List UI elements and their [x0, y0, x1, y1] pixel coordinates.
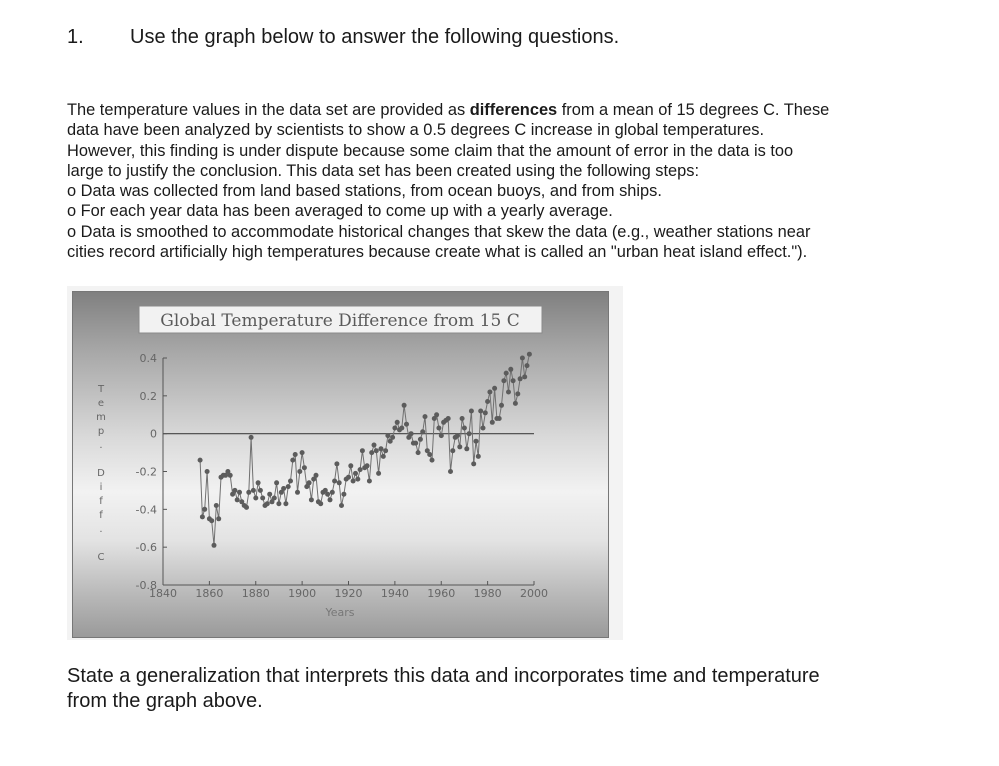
- data-point: [436, 426, 441, 431]
- data-point: [288, 479, 293, 484]
- y-tick-label: -0.2: [135, 465, 157, 479]
- question-number: 1.: [67, 26, 84, 48]
- data-point: [267, 492, 272, 497]
- data-point: [430, 458, 435, 463]
- question-text: Use the graph below to answer the following questions.: [130, 26, 620, 48]
- data-point: [281, 486, 286, 491]
- x-tick-label: 1900: [288, 587, 317, 600]
- data-point: [506, 390, 511, 395]
- y-tick-label: -0.4: [135, 503, 157, 517]
- data-point: [355, 477, 360, 482]
- x-tick-label: 1940: [380, 587, 409, 600]
- data-point: [253, 496, 258, 501]
- data-point: [228, 473, 233, 478]
- data-point: [367, 479, 372, 484]
- x-tick-label: 1880: [241, 587, 270, 600]
- data-point: [346, 475, 351, 480]
- data-point: [416, 450, 421, 455]
- x-tick-label: 1960: [427, 587, 456, 600]
- chart-series: [198, 352, 532, 548]
- data-point: [520, 356, 525, 361]
- data-point: [423, 414, 428, 419]
- emphasis-differences: differences: [469, 101, 558, 119]
- data-point: [455, 433, 460, 438]
- data-point: [490, 420, 495, 425]
- generalization-prompt: [67, 664, 927, 714]
- data-point: [318, 501, 323, 506]
- data-point: [372, 443, 377, 448]
- data-point: [258, 488, 263, 493]
- data-point: [374, 448, 379, 453]
- data-point: [283, 501, 288, 506]
- data-point: [302, 465, 307, 470]
- data-point: [379, 446, 384, 451]
- chart-figure: [67, 286, 623, 640]
- data-point: [272, 496, 277, 501]
- data-point: [200, 514, 205, 519]
- y-tick-label: 0: [150, 427, 157, 441]
- data-point: [485, 399, 490, 404]
- context-paragraph: [67, 100, 907, 262]
- paragraph-line-4: large to justify the conclusion. This data set has been created using the following steps:: [67, 161, 700, 180]
- data-point: [385, 433, 390, 438]
- data-point: [290, 458, 295, 463]
- y-axis-label: T e m p . D i f f . C: [96, 384, 106, 563]
- data-point: [216, 516, 221, 521]
- data-point: [420, 429, 425, 434]
- data-point: [460, 416, 465, 421]
- data-point: [249, 435, 254, 440]
- data-point: [467, 431, 472, 436]
- x-tick-label: 1840: [149, 587, 177, 600]
- data-point: [518, 376, 523, 381]
- data-point: [202, 507, 207, 512]
- data-point: [351, 479, 356, 484]
- data-point: [309, 497, 314, 502]
- data-point: [439, 433, 444, 438]
- data-point: [274, 480, 279, 485]
- data-point: [464, 446, 469, 451]
- data-point: [376, 471, 381, 476]
- data-point: [353, 471, 358, 476]
- data-point: [515, 391, 520, 396]
- temperature-chart: [73, 292, 608, 637]
- data-point: [244, 505, 249, 510]
- y-tick-label: -0.8: [135, 579, 157, 592]
- data-point: [256, 480, 261, 485]
- data-point: [325, 492, 330, 497]
- data-point: [232, 488, 237, 493]
- data-point: [390, 435, 395, 440]
- chart-title: Global Temperature Difference from 15 C: [160, 311, 520, 331]
- data-point: [328, 497, 333, 502]
- bullet-smoothing: o Data is smoothed to accommodate historical changes that skew the data (e.g., weather stations near: [67, 222, 811, 241]
- data-point: [260, 496, 265, 501]
- data-point: [307, 480, 312, 485]
- data-point: [474, 439, 479, 444]
- paragraph-line-2: data have been analyzed by scientists to show a 0.5 degrees C increase in global temperatures.: [67, 121, 765, 140]
- data-point: [427, 452, 432, 457]
- data-point: [483, 410, 488, 415]
- data-point: [508, 367, 513, 372]
- paragraph-line-3: However, this finding is under dispute because some claim that the amount of error in the data is too: [67, 141, 794, 160]
- data-point: [235, 497, 240, 502]
- data-point: [337, 480, 342, 485]
- data-point: [471, 461, 476, 466]
- data-point: [265, 501, 270, 506]
- data-point: [334, 461, 339, 466]
- data-point: [297, 469, 302, 474]
- data-point: [381, 454, 386, 459]
- data-point: [413, 441, 418, 446]
- x-tick-label: 2000: [520, 587, 548, 600]
- data-point: [198, 458, 203, 463]
- data-point: [469, 409, 474, 414]
- y-tick-label: -0.6: [135, 541, 157, 555]
- data-point: [330, 490, 335, 495]
- data-point: [341, 492, 346, 497]
- x-tick-label: 1920: [334, 587, 363, 600]
- data-point: [332, 479, 337, 484]
- prompt-line-2: from the graph above.: [67, 690, 263, 712]
- data-point: [487, 390, 492, 395]
- data-point: [409, 431, 414, 436]
- data-point: [365, 463, 370, 468]
- data-point: [446, 416, 451, 421]
- data-point: [462, 426, 467, 431]
- data-point: [504, 371, 509, 376]
- data-point: [478, 409, 483, 414]
- x-tick-label: 1980: [473, 587, 502, 600]
- data-point: [209, 518, 214, 523]
- data-point: [295, 490, 300, 495]
- prompt-line-1: State a generalization that interprets this data and incorporates time and temperature: [67, 665, 820, 687]
- data-point: [513, 401, 518, 406]
- data-point: [434, 412, 439, 417]
- data-point: [314, 473, 319, 478]
- bullet-collection: o Data was collected from land based stations, from ocean buoys, and from ships.: [67, 182, 662, 201]
- y-tick-label: 0.4: [139, 352, 157, 365]
- data-point: [212, 543, 217, 548]
- data-point: [348, 463, 353, 468]
- data-point: [205, 469, 210, 474]
- bullet-averaging: o For each year data has been averaged to come up with a yearly average.: [67, 202, 613, 221]
- data-point: [481, 426, 486, 431]
- data-point: [395, 420, 400, 425]
- data-point: [457, 444, 462, 449]
- data-point: [293, 452, 298, 457]
- data-point: [392, 426, 397, 431]
- chart-axes: [136, 352, 548, 600]
- data-point: [522, 374, 527, 379]
- data-point: [492, 386, 497, 391]
- data-point: [511, 378, 516, 383]
- data-point: [360, 448, 365, 453]
- data-point: [339, 503, 344, 508]
- data-point: [358, 467, 363, 472]
- data-point: [276, 501, 281, 506]
- data-point: [527, 352, 532, 357]
- data-point: [404, 422, 409, 427]
- data-point: [525, 363, 530, 368]
- chart-panel: [72, 291, 609, 638]
- data-point: [251, 488, 256, 493]
- paragraph-line-8: cities record artificially high temperatures because create what is called an "urban heat island effect.").: [67, 243, 808, 262]
- data-point: [369, 450, 374, 455]
- data-point: [286, 484, 291, 489]
- data-point: [237, 490, 242, 495]
- data-point: [499, 403, 504, 408]
- data-point: [246, 490, 251, 495]
- data-point: [450, 448, 455, 453]
- data-point: [448, 469, 453, 474]
- data-point: [399, 426, 404, 431]
- data-point: [300, 450, 305, 455]
- y-tick-label: 0.2: [139, 389, 157, 403]
- series-line: [200, 354, 529, 545]
- x-tick-label: 1860: [195, 587, 224, 600]
- data-point: [214, 503, 219, 508]
- x-axis-label: Years: [325, 606, 355, 619]
- data-point: [402, 403, 407, 408]
- data-point: [476, 454, 481, 459]
- data-point: [501, 378, 506, 383]
- paragraph-line-1: The temperature values in the data set are provided as differences from a mean of 15 degrees C. These: [67, 101, 830, 119]
- data-point: [383, 448, 388, 453]
- data-point: [497, 416, 502, 421]
- data-point: [418, 437, 423, 442]
